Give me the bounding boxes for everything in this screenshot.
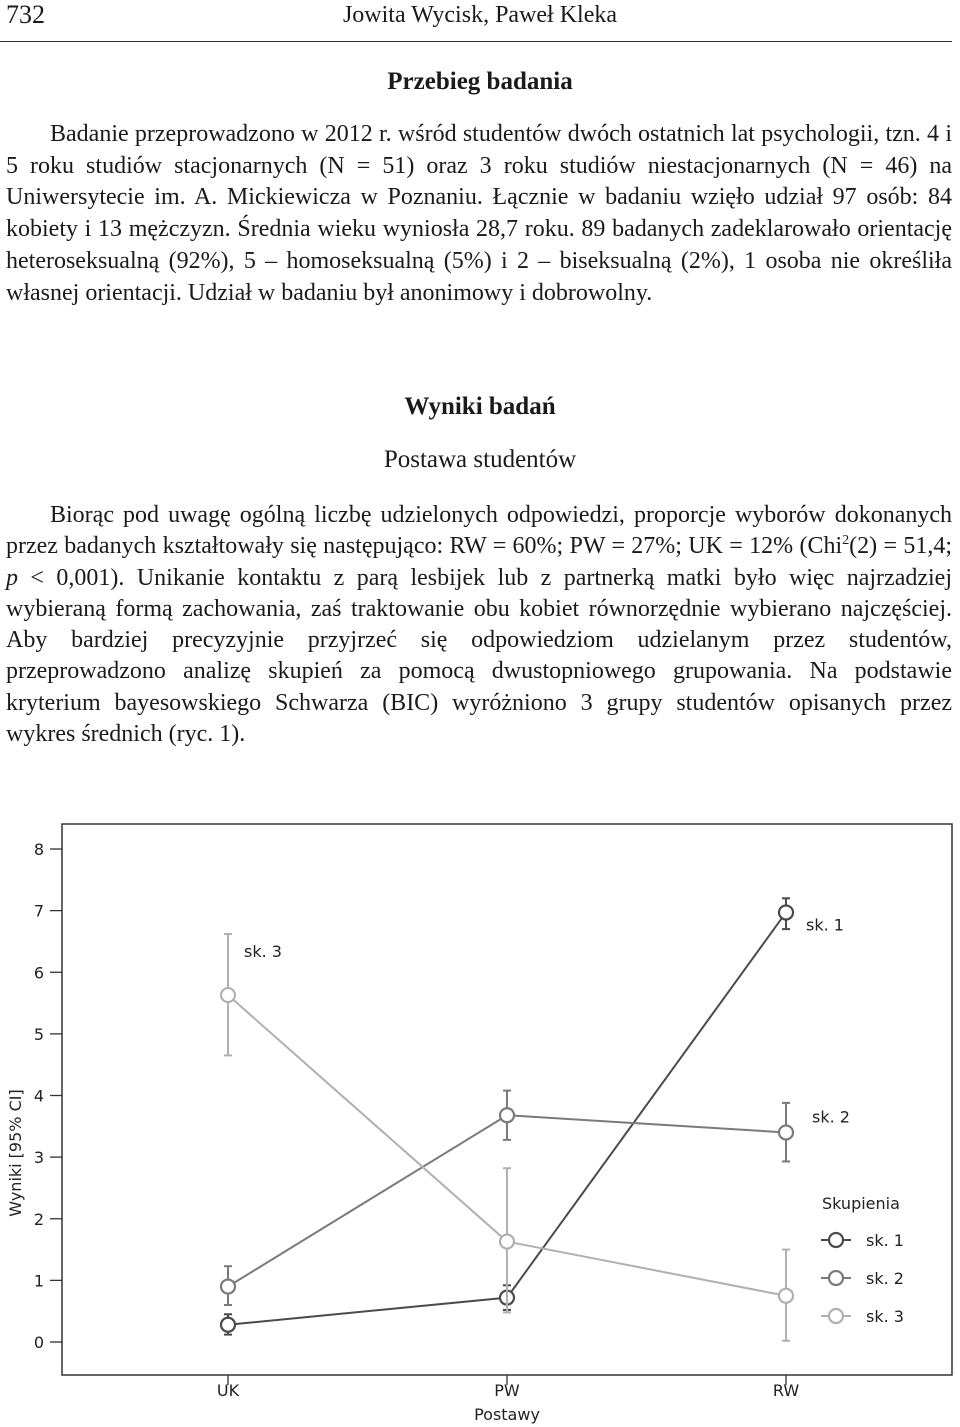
- x-axis-title: Postawy: [474, 1405, 540, 1424]
- x-tick-label: UK: [216, 1381, 240, 1400]
- data-point: [500, 1108, 514, 1122]
- running-head-authors: Jowita Wycisk, Paweł Kleka: [342, 2, 618, 28]
- text-part: (2) = 51,4;: [849, 533, 953, 560]
- page-number: 732: [6, 0, 45, 29]
- data-point: [779, 1125, 793, 1139]
- y-tick-label: 4: [33, 1086, 44, 1106]
- y-tick-label: 2: [33, 1209, 44, 1229]
- data-point: [779, 905, 793, 919]
- paragraph-wyniki: [6, 500, 952, 750]
- data-point: [779, 1289, 793, 1303]
- paragraph-text: [6, 500, 952, 750]
- data-point: [221, 1318, 235, 1332]
- y-tick-label: 8: [33, 840, 44, 859]
- header-rule: [0, 41, 952, 42]
- series-2: [221, 1091, 850, 1305]
- y-tick-label: 7: [33, 901, 44, 921]
- series-label: sk. 3: [244, 942, 282, 962]
- legend-label: sk. 2: [866, 1269, 904, 1288]
- series-label: sk. 2: [812, 1107, 850, 1127]
- legend-item: [821, 1307, 904, 1326]
- text-part: Biorąc pod uwagę ogólną liczbę udzielonych odpowiedzi, proporcje wyborów dokonanych przez badanych kształtowały się następująco: RW = 60%; PW = 27%; UK = 12% (Chi: [6, 502, 952, 560]
- data-point: [500, 1235, 514, 1249]
- chart-series: [221, 898, 850, 1340]
- legend-item: [821, 1269, 904, 1288]
- legend-label: sk. 3: [866, 1307, 904, 1326]
- legend-swatch-marker: [829, 1271, 843, 1285]
- y-tick-label: 0: [33, 1333, 44, 1352]
- legend-label: sk. 1: [866, 1231, 904, 1250]
- legend-swatch-marker: [829, 1233, 843, 1247]
- y-tick-label: 3: [33, 1148, 44, 1168]
- italic-p: p: [6, 564, 18, 591]
- paragraph-przebieg: [6, 119, 952, 309]
- section-subtitle-postawa: Postawa studentów: [383, 446, 577, 473]
- y-tick-label: 5: [33, 1024, 44, 1044]
- x-tick-label: RW: [772, 1381, 800, 1400]
- superscript: 2: [842, 533, 850, 549]
- chart-legend: [821, 1194, 904, 1326]
- legend-item: [821, 1231, 904, 1250]
- text-part: < 0,001). Unikanie kontaktu z parą lesbijek lub z partnerką matki było więc najrzadziej wybieraną formą zachowania, zaś traktowanie obu kobiet równorzędnie wybierano najczęściej. Aby bardziej precyzyjnie przyjrzeć się odpowiedziom udzielanym przez studentów, przeprowadzono analizę skupień za pomocą dwustopniowego grupowania. Na podstawie kryterium bayesowskiego Schwarza (BIC) wyróżniono 3 grupy studentów opisanych przez wykres średnich (ryc. 1).: [6, 564, 952, 748]
- data-point: [221, 1280, 235, 1294]
- y-axis-title: Wyniki [95% CI]: [6, 1089, 25, 1217]
- legend-swatch-marker: [829, 1309, 843, 1323]
- data-point: [221, 988, 235, 1002]
- legend-title: Skupienia: [822, 1194, 900, 1213]
- section-title-wyniki: Wyniki badań: [404, 393, 556, 420]
- cluster-means-chart: [0, 808, 960, 1427]
- series-label: sk. 1: [806, 915, 844, 935]
- x-tick-label: PW: [494, 1381, 520, 1400]
- paragraph-text: Badanie przeprowadzono w 2012 r. wśród studentów dwóch ostatnich lat psychologii, tzn. 4 i 5 roku studiów stacjonarnych (N = 51) oraz 3 roku studiów niestacjonarnych (N = 46) na Uniwersytecie im. A. Mickiewicza w Poznaniu. Łącznie w badaniu wzięło udział 97 osób: 84 kobiety i 13 mężczyzn. Średnia wieku wyniosła 28,7 roku. 89 badanych zadeklarowało orientację heteroseksualną (92%), 5 – homoseksualną (5%) i 2 – biseksualną (2%), 1 osoba nie określiła własnej orientacji. Udział w badaniu był anonimowy i dobrowolny.: [6, 121, 952, 306]
- chart-axes: [6, 824, 952, 1424]
- section-title-przebieg: Przebieg badania: [387, 68, 573, 95]
- y-tick-label: 1: [33, 1271, 44, 1291]
- y-tick-label: 6: [33, 963, 44, 983]
